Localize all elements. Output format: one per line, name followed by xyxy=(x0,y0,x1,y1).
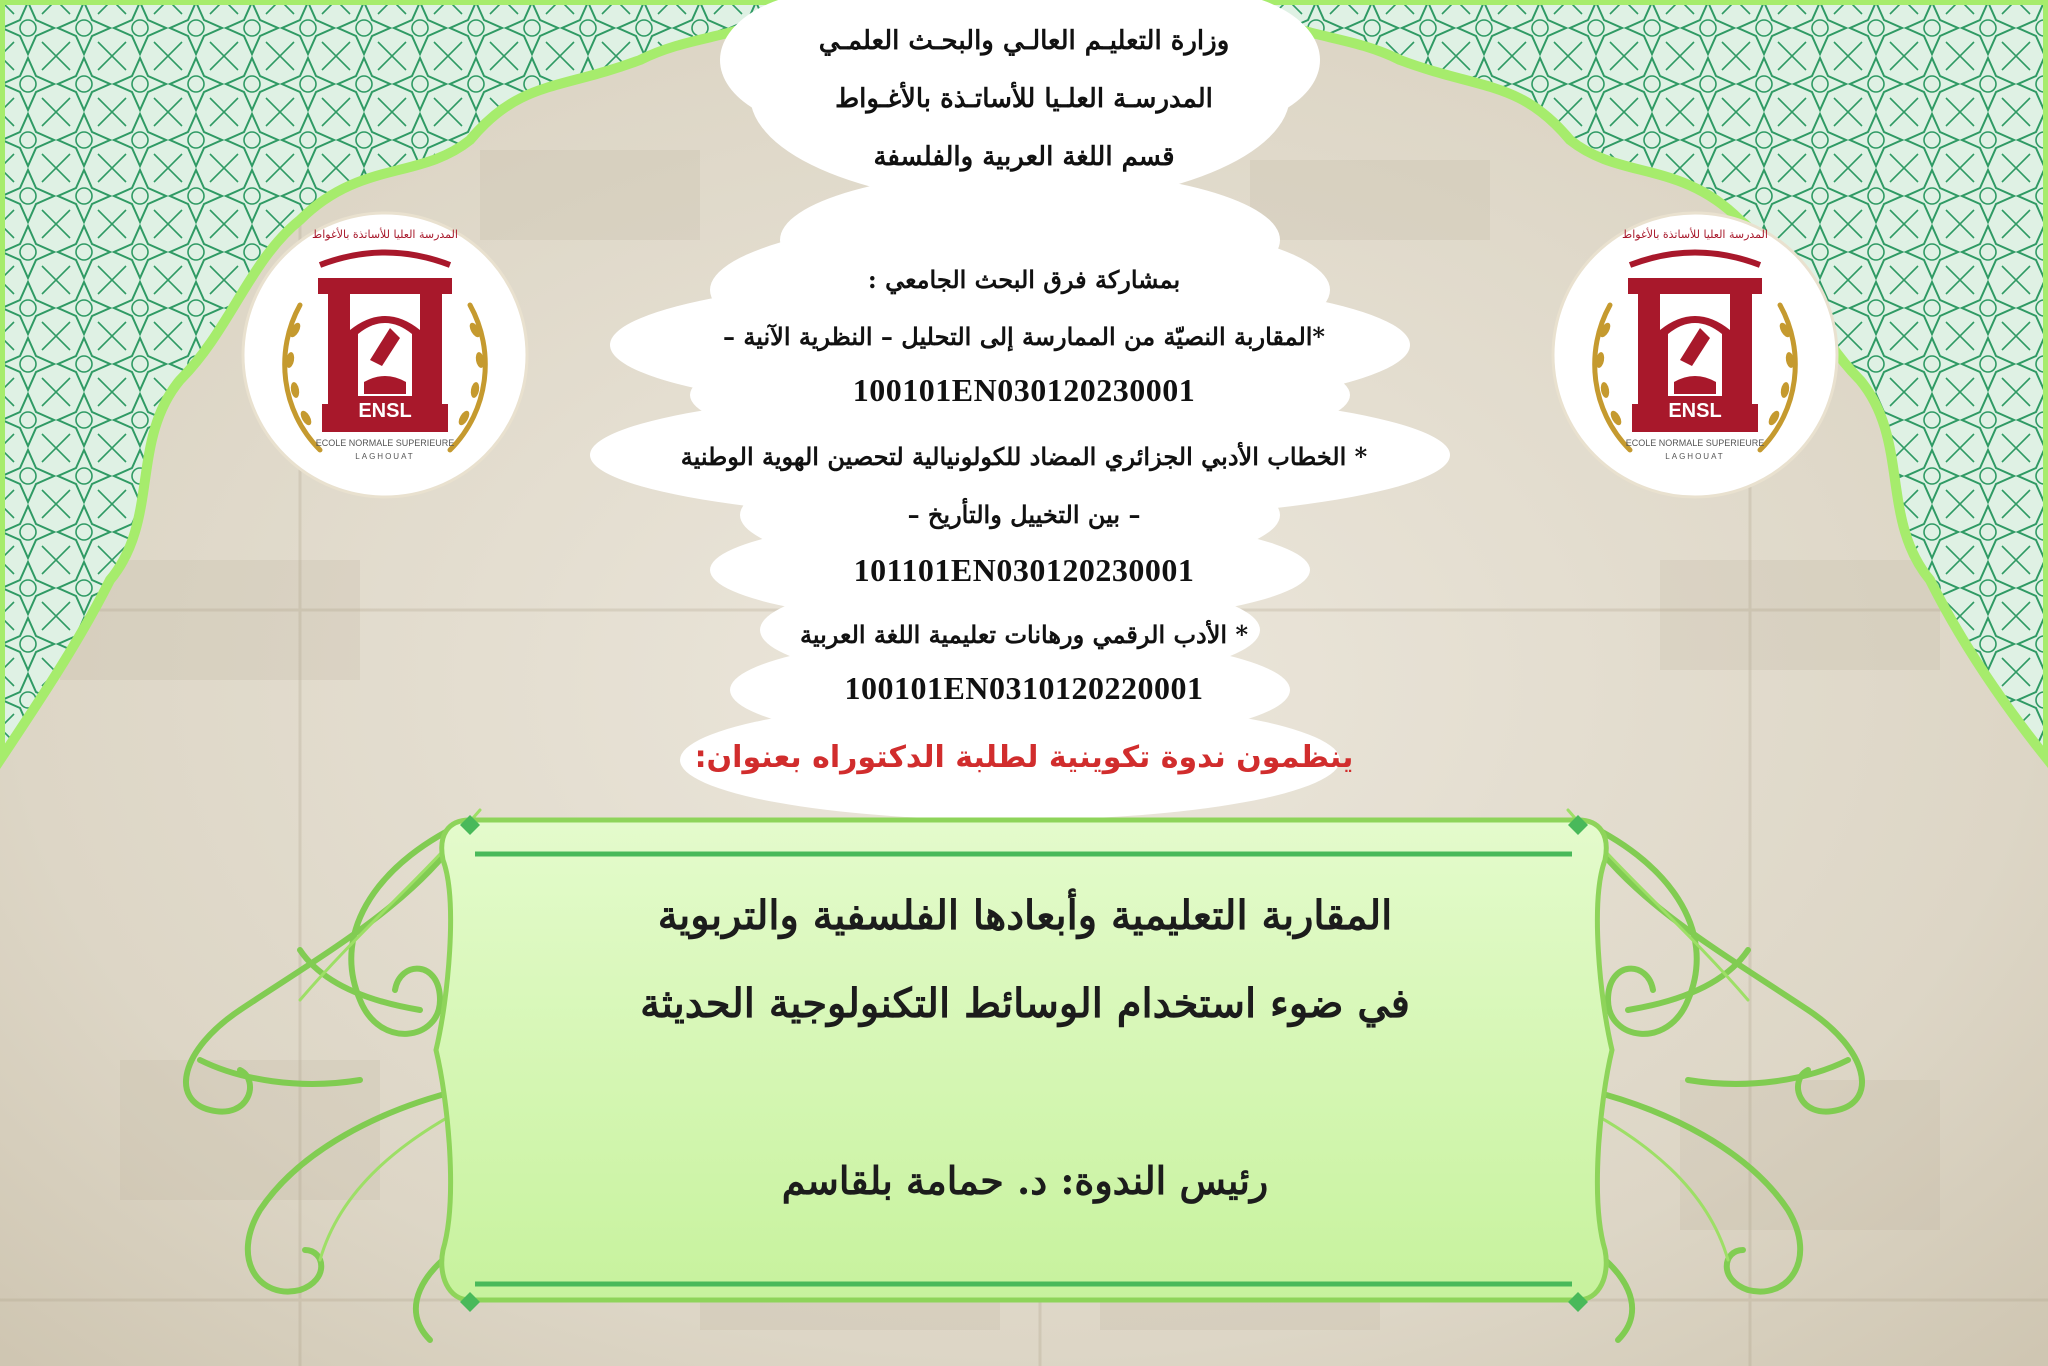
school-name: المدرسـة العلـيا للأساتـذة بالأغـواط xyxy=(835,84,1213,114)
logo-left-city: LAGHOUAT xyxy=(355,452,415,461)
team-2-title: * الخطاب الأدبي الجزائري المضاد للكولونيالية لتحصين الهوية الوطنية xyxy=(680,442,1368,471)
school-logo-right xyxy=(1550,210,1840,500)
team-1-title: *المقاربة النصيّة من الممارسة إلى التحليل – النظرية الآنية – xyxy=(723,322,1325,351)
teams-intro: بمشاركة فرق البحث الجامعي : xyxy=(867,265,1181,294)
logo-right-abbr: ENSL xyxy=(1668,400,1722,422)
logo-right-arabic: المدرسة العليا للأساتذة بالأغواط xyxy=(1622,228,1768,241)
logo-left-french: ECOLE NORMALE SUPERIEURE xyxy=(315,438,455,448)
team-3-code: 100101EN0310120220001 xyxy=(844,670,1204,706)
department-name: قسم اللغة العربية والفلسفة xyxy=(873,142,1175,172)
logo-left-arabic: المدرسة العليا للأساتذة بالأغواط xyxy=(312,228,458,241)
announcement-text: ينظمون ندوة تكوينية لطلبة الدكتوراه بعنوان: xyxy=(694,740,1354,775)
school-logo-left xyxy=(240,210,530,500)
team-2-code: 101101EN030120230001 xyxy=(853,552,1195,588)
ministry-name: وزارة التعليـم العالـي والبحـث العلمـي xyxy=(818,26,1230,56)
team-2-subtitle: – بين التخييل والتأريخ – xyxy=(907,500,1141,529)
team-1-code: 100101EN030120230001 xyxy=(852,372,1196,408)
logo-right-french: ECOLE NORMALE SUPERIEURE xyxy=(1625,438,1765,448)
team-3-title: * الأدب الرقمي ورهانات تعليمية اللغة العربية xyxy=(799,620,1249,649)
logo-right-city: LAGHOUAT xyxy=(1665,452,1725,461)
symposium-title-line-2: في ضوء استخدام الوسائط التكنولوجية الحديثة xyxy=(640,980,1410,1027)
logo-left-abbr: ENSL xyxy=(358,400,412,422)
symposium-title-line-1: المقاربة التعليمية وأبعادها الفلسفية والتربوية xyxy=(657,892,1393,939)
symposium-chair: رئيس الندوة: د. حمامة بلقاسم xyxy=(781,1158,1269,1203)
